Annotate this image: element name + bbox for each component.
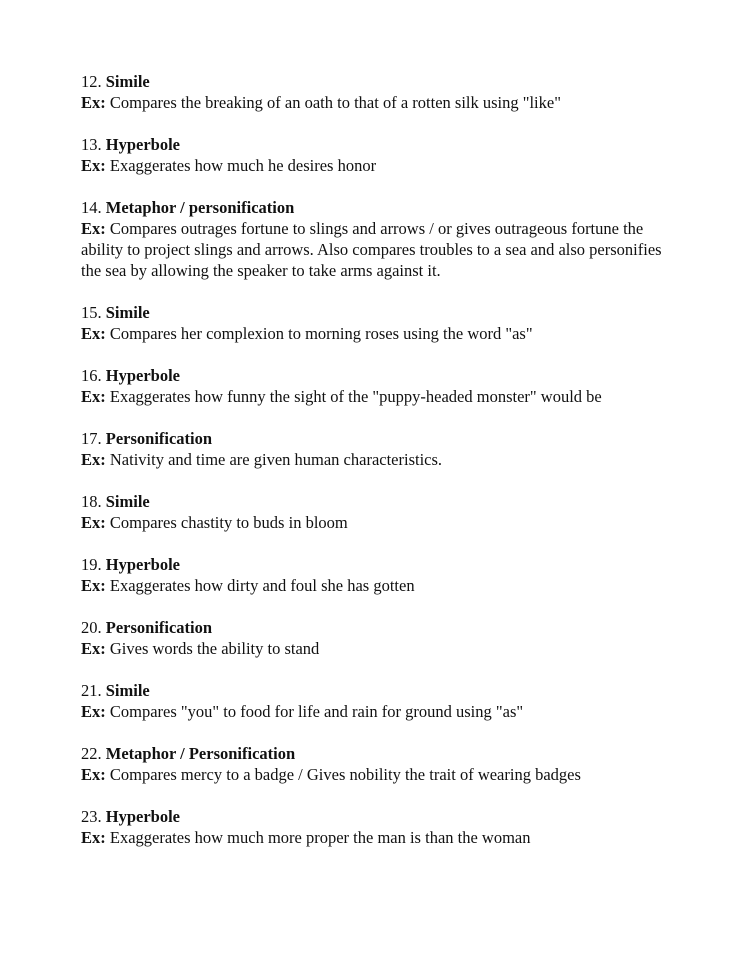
entry-number: 13. xyxy=(81,135,102,154)
entry-explanation xyxy=(81,512,681,533)
ex-label: Ex: xyxy=(81,93,106,112)
explanation-text: Exaggerates how much he desires honor xyxy=(109,156,377,175)
entry-explanation xyxy=(81,575,681,596)
entry-heading xyxy=(81,491,681,512)
device-term: Metaphor / Personification xyxy=(105,744,296,763)
explanation-text: Gives words the ability to stand xyxy=(109,639,320,658)
entry-number: 22. xyxy=(81,744,102,763)
explanation-text: Compares her complexion to morning roses using the word "as" xyxy=(109,324,533,343)
ex-label: Ex: xyxy=(81,324,106,343)
device-term: Simile xyxy=(105,303,150,322)
device-term: Personification xyxy=(105,429,213,448)
device-term: Hyperbole xyxy=(105,807,180,826)
entry-explanation xyxy=(81,449,681,470)
entry-number: 12. xyxy=(81,72,102,91)
ex-label: Ex: xyxy=(81,450,106,469)
answer-entry-20 xyxy=(81,617,681,659)
entry-explanation xyxy=(81,155,681,176)
answer-key-page xyxy=(81,71,681,869)
answer-entry-21 xyxy=(81,680,681,722)
ex-label: Ex: xyxy=(81,219,106,238)
entry-heading xyxy=(81,197,681,218)
entry-explanation xyxy=(81,827,681,848)
ex-label: Ex: xyxy=(81,513,106,532)
explanation-text: Compares mercy to a badge / Gives nobility the trait of wearing badges xyxy=(109,765,581,784)
entry-heading xyxy=(81,365,681,386)
entry-explanation xyxy=(81,386,681,407)
entry-number: 15. xyxy=(81,303,102,322)
entry-heading xyxy=(81,680,681,701)
ex-label: Ex: xyxy=(81,765,106,784)
explanation-text: Exaggerates how much more proper the man is than the woman xyxy=(109,828,531,847)
device-term: Simile xyxy=(105,681,150,700)
entry-explanation xyxy=(81,701,681,722)
device-term: Simile xyxy=(105,492,150,511)
answer-entry-12 xyxy=(81,71,681,113)
answer-entry-17 xyxy=(81,428,681,470)
entry-explanation xyxy=(81,92,681,113)
answer-entry-13 xyxy=(81,134,681,176)
answer-entry-22 xyxy=(81,743,681,785)
device-term: Personification xyxy=(105,618,213,637)
explanation-text: Compares chastity to buds in bloom xyxy=(109,513,348,532)
device-term: Hyperbole xyxy=(105,555,180,574)
entry-heading xyxy=(81,428,681,449)
ex-label: Ex: xyxy=(81,639,106,658)
entry-heading xyxy=(81,743,681,764)
explanation-text: Compares the breaking of an oath to that of a rotten silk using "like" xyxy=(109,93,561,112)
entry-explanation xyxy=(81,323,681,344)
explanation-text: Exaggerates how dirty and foul she has gotten xyxy=(109,576,415,595)
entry-number: 16. xyxy=(81,366,102,385)
entry-explanation xyxy=(81,638,681,659)
entry-explanation xyxy=(81,218,681,281)
entry-heading xyxy=(81,806,681,827)
answer-entry-15 xyxy=(81,302,681,344)
entry-heading xyxy=(81,134,681,155)
answer-entry-18 xyxy=(81,491,681,533)
ex-label: Ex: xyxy=(81,828,106,847)
device-term: Simile xyxy=(105,72,150,91)
ex-label: Ex: xyxy=(81,576,106,595)
ex-label: Ex: xyxy=(81,156,106,175)
device-term: Hyperbole xyxy=(105,135,180,154)
entry-number: 21. xyxy=(81,681,102,700)
entry-number: 17. xyxy=(81,429,102,448)
entry-number: 14. xyxy=(81,198,102,217)
explanation-text: Exaggerates how funny the sight of the "puppy-headed monster" would be xyxy=(109,387,602,406)
explanation-text: Compares outrages fortune to slings and arrows / or gives outrageous fortune the ability to project slings and arrows. Also compares troubles to a sea and also personifies the sea by allowing the speaker to take arms against it. xyxy=(81,219,662,280)
entry-number: 20. xyxy=(81,618,102,637)
explanation-text: Nativity and time are given human characteristics. xyxy=(109,450,443,469)
answer-entry-23 xyxy=(81,806,681,848)
explanation-text: Compares "you" to food for life and rain for ground using "as" xyxy=(109,702,524,721)
device-term: Hyperbole xyxy=(105,366,180,385)
entry-heading xyxy=(81,554,681,575)
device-term: Metaphor / personification xyxy=(105,198,295,217)
ex-label: Ex: xyxy=(81,702,106,721)
answer-entry-14 xyxy=(81,197,681,281)
ex-label: Ex: xyxy=(81,387,106,406)
entry-number: 18. xyxy=(81,492,102,511)
entry-heading xyxy=(81,71,681,92)
entry-explanation xyxy=(81,764,681,785)
entry-heading xyxy=(81,617,681,638)
entry-number: 23. xyxy=(81,807,102,826)
entry-heading xyxy=(81,302,681,323)
entry-number: 19. xyxy=(81,555,102,574)
answer-entry-19 xyxy=(81,554,681,596)
answer-entry-16 xyxy=(81,365,681,407)
